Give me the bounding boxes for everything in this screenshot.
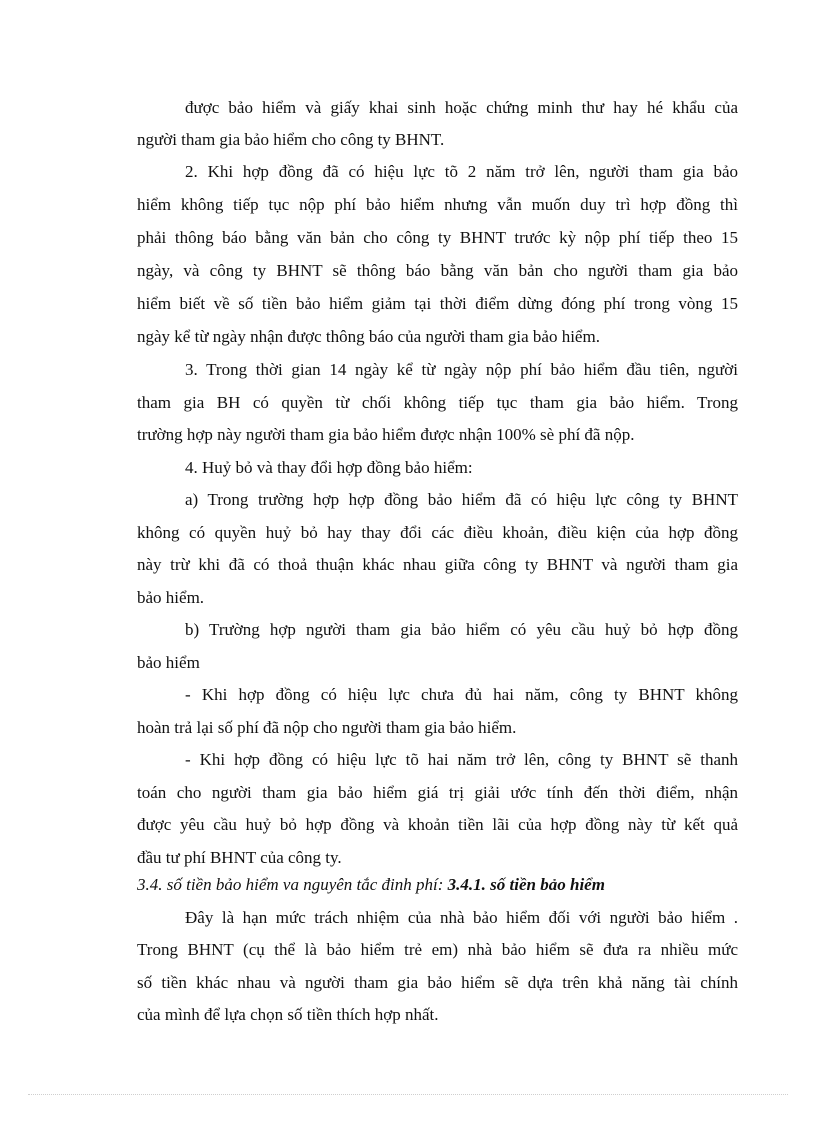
text-line: tham gia BH có quyền từ chối không tiếp tục tham gia bảo hiểm. Trong <box>137 393 738 412</box>
text-line: này trừ khi đã có thoả thuận khác nhau giữa công ty BHNT và người tham gia <box>137 555 738 574</box>
text-line: người tham gia bảo hiểm cho công ty BHNT. <box>137 130 445 149</box>
section-heading-italic: 3.4. số tiền bảo hiểm va nguyên tắc đinh phí: <box>137 875 444 894</box>
text-line: số tiền khác nhau và người tham gia bảo hiểm sẽ dựa trên khả năng tài chính <box>137 973 738 992</box>
text-line: không có quyền huỷ bỏ hay thay đổi các điều khoản, điều kiện của hợp đồng <box>137 523 738 542</box>
text-line: 3. Trong thời gian 14 ngày kể từ ngày nộp phí bảo hiểm đầu tiên, người <box>185 360 738 379</box>
text-line: hiểm không tiếp tục nộp phí bảo hiểm nhưng vẫn muốn duy trì hợp đồng thì <box>137 195 738 214</box>
text-line: hiểm biết về số tiền bảo hiểm giảm tại thời điểm dừng đóng phí trong vòng 15 <box>137 294 738 313</box>
text-line: toán cho người tham gia bảo hiểm giá trị giải ước tính đến thời điểm, nhận <box>137 783 738 802</box>
text-line: của mình để lựa chọn số tiền thích hợp nhất. <box>137 1005 439 1024</box>
section-heading-bold: 3.4.1. số tiền bảo hiểm <box>443 875 605 894</box>
text-line: phải thông báo bằng văn bản cho công ty BHNT trước kỳ nộp phí tiếp theo 15 <box>137 228 738 247</box>
text-line: được bảo hiểm và giấy khai sinh hoặc chứng minh thư hay hé khẩu của <box>185 98 738 117</box>
text-line: trường hợp này người tham gia bảo hiểm được nhận 100% sè phí đã nộp. <box>137 425 635 444</box>
text-line: đầu tư phí BHNT của công ty. <box>137 848 342 867</box>
text-line: - Khi hợp đồng có hiệu lực chưa đủ hai năm, công ty BHNT không <box>185 685 738 704</box>
text-line: bảo hiểm. <box>137 588 205 607</box>
text-line: được yêu cầu huỷ bỏ hợp đồng và khoản tiền lãi của hợp đồng này từ kết quả <box>137 815 738 834</box>
text-line: bảo hiểm <box>137 653 200 672</box>
text-line: hoàn trả lại số phí đã nộp cho người tham gia bảo hiểm. <box>137 718 517 737</box>
text-line: Đây là hạn mức trách nhiệm của nhà bảo hiểm đối với người bảo hiểm . <box>185 908 738 927</box>
footer-divider <box>28 1094 788 1095</box>
text-line: 4. Huỷ bỏ và thay đổi hợp đồng bảo hiểm: <box>185 458 473 477</box>
text-line: Trong BHNT (cụ thể là bảo hiểm trẻ em) nhà bảo hiểm sẽ đưa ra nhiều mức <box>137 940 738 959</box>
text-line: - Khi hợp đồng có hiệu lực tõ hai năm trở lên, công ty BHNT sẽ thanh <box>185 750 738 769</box>
text-line: ngày, và công ty BHNT sẽ thông báo bằng văn bản cho người tham gia bảo <box>137 261 738 280</box>
text-line: a) Trong trường hợp hợp đồng bảo hiểm đã có hiệu lực công ty BHNT <box>185 490 738 509</box>
text-line: 2. Khi hợp đồng đã có hiệu lực tõ 2 năm trở lên, người tham gia bảo <box>185 162 738 181</box>
text-line: ngày kể từ ngày nhận được thông báo của người tham gia bảo hiểm. <box>137 327 600 346</box>
section-heading <box>137 873 738 897</box>
text-line: b) Trường hợp người tham gia bảo hiểm có yêu cầu huỷ bỏ hợp đồng <box>185 620 738 639</box>
